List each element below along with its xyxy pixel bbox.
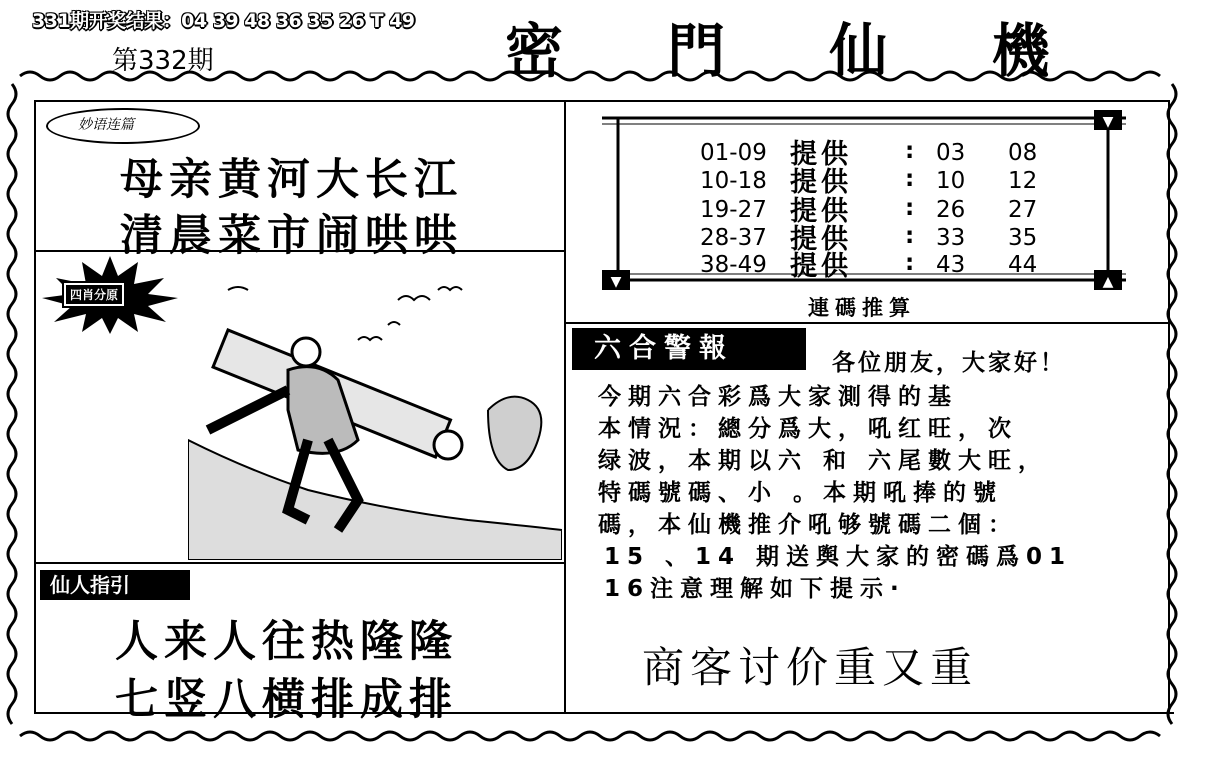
table-caption: 連碼推算 [808,295,916,320]
poem-top-line-1: 母亲黄河大长江 [120,155,463,205]
previous-result-line: 331期开奖结果：04 39 48 36 35 26 T 49 [32,10,415,32]
right-panel-right-border [1168,100,1170,714]
row3-num-b: 27 [1008,197,1038,223]
right-divider [566,322,1170,324]
range-3: 19-27 [700,197,767,223]
row2-num-b: 12 [1008,168,1038,194]
xianren-label: 仙人指引 [40,570,190,600]
range-1: 01-09 [700,140,767,166]
svg-text:▲: ▲ [1102,274,1114,290]
colon-3: : [905,195,915,221]
greeting: 各位朋友，大家好！ [832,350,1066,376]
provide-label-4: 提供 [790,224,852,255]
alarm-title: 六合警報 [572,328,806,370]
row1-num-b: 08 [1008,140,1038,166]
poem-top-line-2: 清晨菜市闹哄哄 [120,211,463,261]
svg-text:▼: ▼ [1102,114,1114,130]
right-panel-top-border [566,100,1170,102]
slogan: 商客讨价重又重 [642,643,979,692]
starburst-label: 四肖分原 [64,283,124,306]
woodcutter-illustration [188,270,562,560]
panel-divider [564,100,566,714]
alarm-line-4: 特碼號碼、小 。本期吼捧的號 [598,480,1004,506]
left-panel-left-border [34,100,36,714]
range-2: 10-18 [700,168,767,194]
colon-1: : [905,138,915,164]
row3-num-a: 26 [936,197,966,223]
alarm-line-6: 15 、14 期送舆大家的密碼爲01 [604,544,1073,570]
alarm-line-3: 绿波，本期以六 和 六尾數大旺， [598,448,1049,474]
colon-4: : [905,223,915,249]
row4-num-a: 33 [936,225,966,251]
colon-2: : [905,166,915,192]
poem-bottom-line-1: 人来人往热隆隆 [115,617,458,667]
colon-5: : [905,250,915,276]
row5-num-b: 44 [1008,252,1038,278]
svg-text:▼: ▼ [610,274,622,290]
alarm-line-1: 今期六合彩爲大家測得的基 [598,384,958,410]
row1-num-a: 03 [936,140,966,166]
provide-label-2: 提供 [790,167,852,198]
provide-label-3: 提供 [790,196,852,227]
alarm-line-2: 本情況：總分爲大，吼红旺，次 [598,416,1018,442]
left-panel-top-border [34,100,566,102]
alarm-line-7: 16注意理解如下提示· [604,576,906,602]
range-4: 28-37 [700,225,767,251]
alarm-line-5: 碼，本仙機推介吼够號碼二個： [598,512,1018,538]
row4-num-b: 35 [1008,225,1038,251]
row2-num-a: 10 [936,168,966,194]
badge-oval-label: 妙语连篇 [78,117,134,133]
table-frame [598,104,1130,294]
provide-label-1: 提供 [790,139,852,170]
row5-num-a: 43 [936,252,966,278]
range-5: 38-49 [700,252,767,278]
page-title: 密 門 仙 機 [505,17,1092,85]
provide-label-5: 提供 [790,251,852,282]
left-divider-2 [34,562,566,564]
poem-bottom-line-2: 七竖八横排成排 [115,675,458,725]
issue-number: 第332期 [112,46,214,76]
